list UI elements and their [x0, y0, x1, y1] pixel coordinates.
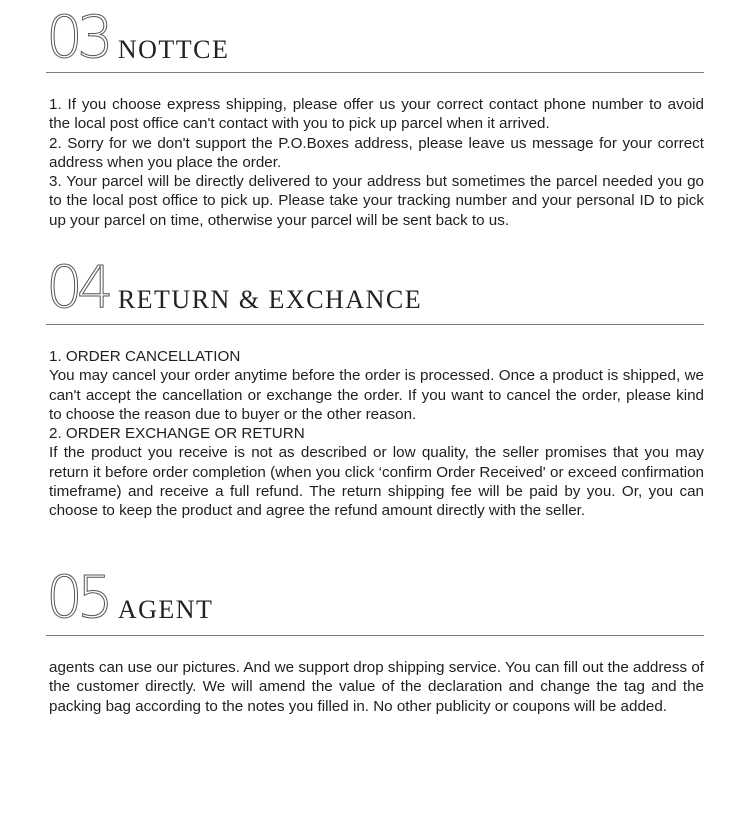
- section-body: [49, 95, 704, 230]
- section-heading: [46, 253, 423, 321]
- paragraph: 2. ORDER EXCHANGE OR RETURN: [49, 425, 305, 443]
- paragraph: agents can use our pictures. And we support drop shipping service. You can fill out the address of the customer directly. We will amend the value of the declaration and change the tag and the packing bag according to the notes you filled in. No other publicity or coupons will be added.: [49, 659, 704, 715]
- section-number: 05: [46, 563, 108, 631]
- section-number: 03: [46, 3, 108, 71]
- paragraph: 2. Sorry for we don't support the P.O.Boxes address, please leave us message for your correct address when you place the order.: [49, 134, 704, 171]
- section-title: RETURN & EXCHANCE: [117, 285, 423, 314]
- section-title: AGENT: [117, 595, 214, 624]
- section-heading: [46, 563, 214, 631]
- section-divider: [46, 635, 704, 636]
- paragraph: 1. ORDER CANCELLATION: [49, 348, 241, 365]
- paragraph: 3. Your parcel will be directly delivered to your address but sometimes the parcel needed you go to the local post office to pick up. Please take your tracking number and your personal ID to pick up your parcel on time, otherwise your parcel will be sent back to us.: [49, 173, 704, 229]
- section-divider: [46, 72, 704, 73]
- section-title: NOTTCE: [117, 35, 230, 64]
- section-number: 04: [46, 253, 108, 321]
- section-body: [49, 347, 704, 521]
- section-divider: [46, 324, 704, 325]
- paragraph: You may cancel your order anytime before the order is processed. Once a product is shipped, we can't accept the cancellation or exchange the order. If you want to cancel the order, please kind to choose the reason due to buyer or the other reason.: [49, 367, 704, 423]
- paragraph: If the product you receive is not as described or low quality, the seller promises that you may return it before order completion (when you click ‘confirm Order Received' or exceed confirmation timeframe) and receive a full refund. The return shipping fee will be paid by you. Or, you can choose to keep the product and agree the refund amount directly with the seller.: [49, 444, 704, 520]
- paragraph: 1. If you choose express shipping, please offer us your correct contact phone number to avoid the local post office can't contact with you to pick up parcel when it arrived.: [49, 96, 704, 133]
- section-body: [49, 658, 704, 716]
- section-heading: [46, 3, 230, 71]
